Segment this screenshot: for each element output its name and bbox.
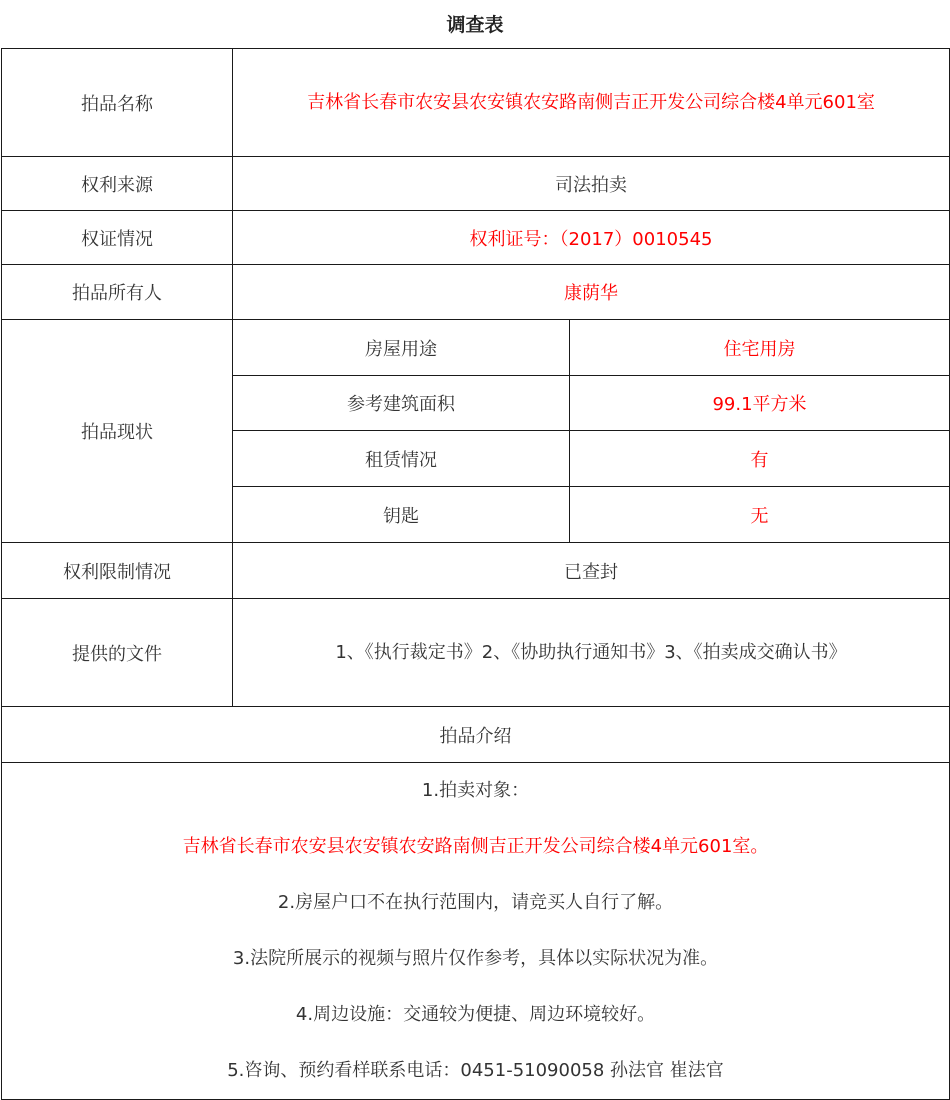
owner-label: 拍品所有人: [2, 265, 233, 320]
table-row: [2, 265, 950, 320]
rights-source-label: 权利来源: [2, 157, 233, 211]
table-row: [2, 157, 950, 211]
lot-name-label: 拍品名称: [2, 49, 233, 157]
page-title: 调查表: [446, 14, 504, 36]
status-item-value: 99.1平方米: [570, 376, 950, 431]
lot-name-value: 吉林省长春市农安县农安镇农安路南侧吉正开发公司综合楼4单元601室: [233, 49, 950, 157]
intro-header: 拍品介绍: [2, 707, 950, 763]
rights-source-value: 司法拍卖: [233, 157, 950, 211]
table-row: [2, 49, 950, 157]
certificate-value: 权利证号：（2017）0010545: [233, 211, 950, 265]
table-row: [2, 599, 950, 707]
status-item-value: 住宅用房: [570, 320, 950, 376]
status-item-label: 租赁情况: [233, 431, 570, 487]
intro-content: [2, 763, 950, 1100]
documents-value: 1、《执行裁定书》2、《协助执行通知书》3、《拍卖成交确认书》: [233, 599, 950, 707]
certificate-label: 权证情况: [2, 211, 233, 265]
table-row: [2, 707, 950, 763]
table-row: [2, 763, 950, 1100]
intro-line: 1.拍卖对象：: [421, 780, 530, 801]
documents-label: 提供的文件: [2, 599, 233, 707]
table-row: [2, 320, 950, 376]
status-label: 拍品现状: [2, 320, 233, 543]
intro-line-address: 吉林省长春市农安县农安镇农安路南侧吉正开发公司综合楼4单元601室。: [182, 836, 769, 857]
intro-line: 3.法院所展示的视频与照片仅作参考，具体以实际状况为准。: [232, 948, 719, 969]
intro-line-contact: 5.咨询、预约看样联系电话：0451-51090058 孙法官 崔法官: [227, 1060, 724, 1081]
status-item-label: 钥匙: [233, 487, 570, 543]
survey-table: [1, 48, 950, 1100]
intro-line: 4.周边设施：交通较为便捷、周边环境较好。: [295, 1004, 656, 1025]
restriction-value: 已查封: [233, 543, 950, 599]
status-item-label: 参考建筑面积: [233, 376, 570, 431]
table-row: [2, 543, 950, 599]
status-item-value: 无: [570, 487, 950, 543]
intro-line: 2.房屋户口不在执行范围内，请竞买人自行了解。: [277, 892, 674, 913]
owner-value: 康荫华: [233, 265, 950, 320]
status-item-value: 有: [570, 431, 950, 487]
table-row: [2, 211, 950, 265]
status-item-label: 房屋用途: [233, 320, 570, 376]
restriction-label: 权利限制情况: [2, 543, 233, 599]
